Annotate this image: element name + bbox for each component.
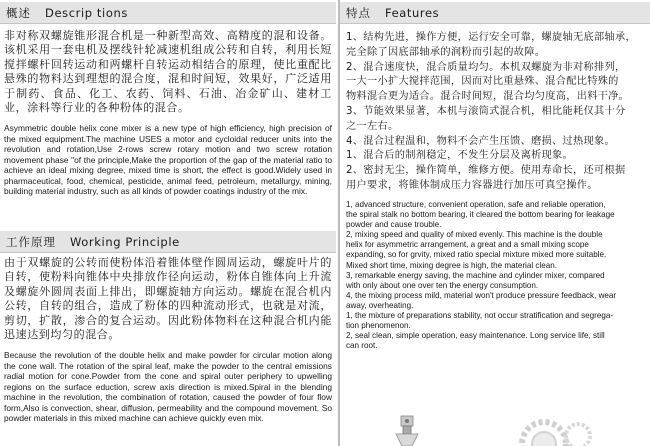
feature-en-line: tion phenomenon. — [346, 321, 411, 331]
principle-heading — [0, 231, 336, 253]
principle-text-en: Because the revolution of the double helix and make powder for circular motion along the cone wall. The rotation of the spiral leaf, make the powder to the central emissions radial motion for cone.Powder from the cone and spiral outer periphery to upwelling regions on the surface eduction, screw axis direction is mixed.Spiral in the blending machine in the revolution, the combination of rotation, caused the powder of four flow form,Also is convection, shear, diffusion, permeability and the compound movement. So powder materials in this mixed machine can achieve quickly even mix. — [4, 350, 332, 423]
feature-zh-line: 1、混合后的制剂稳定，不发生分层及离析现象。 — [346, 150, 574, 162]
feature-en-line: helix for asymmetric arrangement, a great and a small mixing scope — [346, 240, 589, 250]
overview-heading-zh: 概述 — [6, 6, 31, 20]
overview-text-en: Asymmetric double helix cone mixer is a new type of high efficiency, high precision of the mixed equipment.The machine USES a motor and cycloidal reducer units into the revolution and rotation,Use 2-rows screw rotary motion and two screw rotation movement phase "of the principle,Make the proportion of the gap of the material ratio to achieve an ideal mixing degree, mixed time is short, the effect is good.Widely used in pharmaceutical, food, chemical, pesticide, animal feed, petroleum, metallurgy, mining, building material industry, such as all kinds of powder coatings industry of the mix. — [4, 123, 332, 196]
features-heading — [340, 2, 650, 24]
feature-zh-line: 一大一小扩大搅拌范围，因而对比重悬殊、混合配比特殊的 — [346, 76, 619, 88]
feature-zh-line: 1、结构先进，操作方便，运行安全可靠，螺旋轴无底部轴承， — [346, 32, 636, 43]
feature-zh-line: 完全除了因底部轴承的润粉而引起的故障。 — [346, 46, 546, 58]
feature-en-line: 3, remarkable energy saving, the machine and cylinder mixer, compared — [346, 270, 605, 280]
feature-en-line: 2, mixing speed and quality of mixed evenly. This machine is the double — [346, 230, 603, 240]
feature-zh-line: 之一左右。 — [346, 120, 399, 132]
feature-zh-line: 用户要求，将锥体制成压力容器进行加压可真空操作。 — [346, 179, 598, 191]
gear-decoration-image — [516, 404, 596, 446]
principle-text-zh: 由于双螺旋的公转而使粉体沿着锥体壁作圆周运动，螺旋叶片的自转，使粉料向锥体中央排放作径向运动，粉体自锥体向上升流及螺旋外圆周表面上排出，即螺旋轴方向运动。螺旋在混合机内公转，自转的组合，造成了粉体的四种流动形式，也就是对流，剪切，扩散，渗合的复合运动。因此粉体物料在这种混合机内能迅速达到均匀的混合。 — [4, 256, 332, 342]
feature-zh-line: 2、混合速度快，混合质量均匀。本机双螺旋为非对称排列， — [346, 61, 626, 73]
feature-en-line: can root. — [346, 341, 378, 351]
feature-en-line: 2, seal clean, simple operation, easy maintenance. Long service life, still — [346, 331, 605, 341]
feature-zh-line: 2、密封无尘，操作简单，维修方便。使用寿命长，还可根据 — [346, 165, 626, 177]
features-list-zh — [346, 31, 648, 194]
feature-zh-line: 4、混合过程温和，物料不会产生压馈、磨损、过热现象。 — [346, 135, 615, 147]
feature-en-line: away, overheating. — [346, 300, 414, 310]
principle-heading-zh: 工作原理 — [6, 235, 56, 249]
feature-en-line: with only about one over ten the energy consumption. — [346, 280, 539, 290]
features-heading-zh: 特点 — [346, 6, 371, 20]
feature-zh-line: 物料混合更为适合。混合时间短，混合均匀度高，出料干净。 — [346, 91, 630, 103]
overview-heading-en: Descrip tions — [45, 6, 128, 20]
feature-en-line: 1, advanced structure, convenient operation, safe and reliable operation, — [346, 200, 606, 209]
mixer-machine-image — [392, 414, 422, 446]
feature-en-line: expanding, so for grvity, mixed ratio special mixture mixed more suitable. — [346, 250, 607, 260]
overview-heading — [0, 2, 336, 24]
features-list-en — [346, 200, 648, 351]
feature-en-line: 4, the mixing process mild, material won't produce pressure feedback, wear — [346, 290, 617, 300]
feature-en-line: powder and cause trouble. — [346, 220, 442, 230]
feature-zh-line: 3、节能效果显著，本机与滚筒式混合机，相比能耗仅其十分 — [346, 105, 626, 117]
features-heading-en: Features — [385, 6, 440, 20]
overview-text-zh: 非对称双螺旋锥形混合机是一种新型高效、高精度的混和设备。该机采用一套电机及摆线针轮减速机组成公转和自转，利用长短搅拌螺杆回转运动和两螺杆自转运动相结合的原理，使比重配比悬殊的物料达到理想的混合度，混和时间短，效果好，广泛适用于制药、食品、化工、农药、饲料、石油、冶金矿山、建材工业，涂料等行业的各种粉体的混合。 — [4, 29, 332, 115]
feature-en-line: 1, the mixture of preparations stability, not occur stratification and segrega- — [346, 311, 614, 321]
right-column — [340, 0, 650, 446]
principle-heading-en: Working Principle — [70, 235, 180, 249]
feature-en-line: the spiral stalk no bottom bearing, it cleared the bottom bearing for leakage — [346, 210, 615, 220]
feature-en-line: Mixed short time, mixing degree is high, the material clean. — [346, 260, 557, 270]
